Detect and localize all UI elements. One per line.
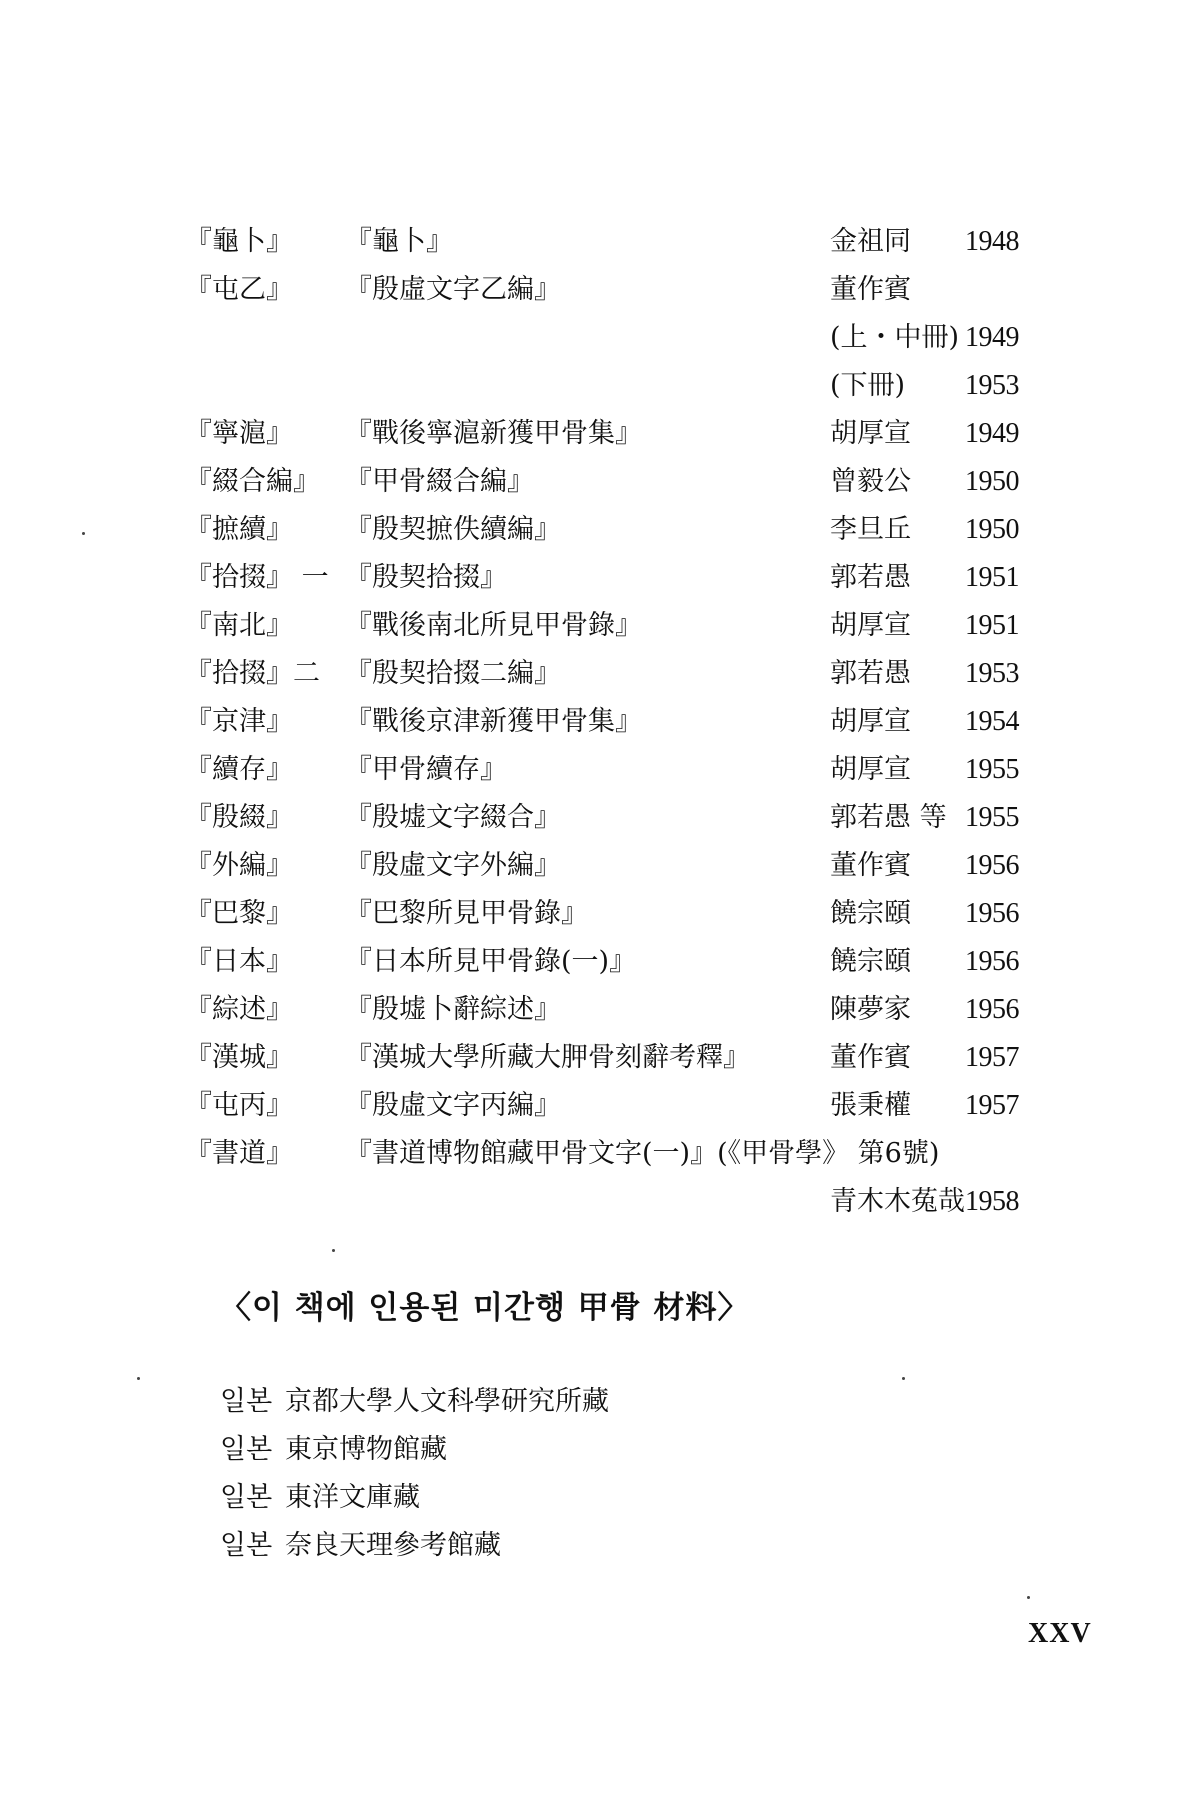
reference-year: 1951 (965, 562, 1019, 593)
reference-row (185, 314, 1045, 362)
reference-year: 1957 (965, 1090, 1019, 1121)
reference-row (185, 410, 1045, 458)
reference-abbreviation: 『續存』 (185, 754, 293, 785)
unpublished-item (220, 1522, 609, 1570)
reference-row (185, 1034, 1045, 1082)
page-number: XXV (1028, 1618, 1092, 1649)
unpublished-item-country: 일본 (220, 1386, 273, 1417)
reference-author: 金祖同 (830, 226, 911, 257)
reference-author: (上・中冊) (830, 322, 960, 353)
reference-abbreviation: 『京津』 (185, 706, 293, 737)
reference-abbreviation: 『日本』 (185, 946, 293, 977)
reference-year: 1954 (965, 706, 1019, 737)
reference-author: 董作賓 (830, 274, 911, 305)
unpublished-materials-list (220, 1378, 609, 1570)
reference-row (185, 1082, 1045, 1130)
reference-title: 『殷契摭佚續編』 (345, 514, 561, 545)
reference-row (185, 698, 1045, 746)
unpublished-item (220, 1378, 609, 1426)
reference-title: 『戰後南北所見甲骨錄』 (345, 610, 642, 641)
reference-abbreviation: 『寧滬』 (185, 418, 293, 449)
reference-author: 郭若愚 等 (830, 802, 947, 833)
reference-row (185, 266, 1045, 314)
reference-abbreviation: 『殷綴』 (185, 802, 293, 833)
reference-title: 『戰後寧滬新獲甲骨集』 (345, 418, 642, 449)
unpublished-item-country: 일본 (220, 1482, 273, 1513)
reference-author: 郭若愚 (830, 562, 911, 593)
reference-abbreviation: 『綜述』 (185, 994, 293, 1025)
reference-row (185, 890, 1045, 938)
reference-year: 1950 (965, 466, 1019, 497)
reference-author: 董作賓 (830, 1042, 911, 1073)
reference-year: 1949 (965, 418, 1019, 449)
reference-abbreviation: 『拾掇』 一 (185, 562, 329, 593)
reference-row (185, 986, 1045, 1034)
reference-author: 胡厚宣 (830, 706, 911, 737)
unpublished-item-name: 東洋文庫藏 (285, 1482, 420, 1513)
reference-author: 饒宗頤 (830, 946, 911, 977)
scan-speck (137, 1377, 140, 1380)
reference-title: 『書道博物館藏甲骨文字(一)』(《甲骨學》 第6號) (345, 1138, 940, 1169)
reference-author: 張秉權 (830, 1090, 911, 1121)
reference-year: 1956 (965, 850, 1019, 881)
reference-row (185, 362, 1045, 410)
scan-speck (82, 532, 85, 535)
reference-abbreviation: 『屯丙』 (185, 1090, 293, 1121)
reference-abbreviation: 『綴合編』 (185, 466, 320, 497)
reference-abbreviation: 『屯乙』 (185, 274, 293, 305)
reference-year: 1956 (965, 898, 1019, 929)
reference-abbreviation: 『摭續』 (185, 514, 293, 545)
reference-abbreviation: 『漢城』 (185, 1042, 293, 1073)
reference-row (185, 1178, 1045, 1226)
scan-speck (1027, 1596, 1030, 1599)
reference-row (185, 218, 1045, 266)
unpublished-item-country: 일본 (220, 1530, 273, 1561)
reference-row (185, 842, 1045, 890)
reference-year: 1955 (965, 802, 1019, 833)
reference-title: 『殷虛文字丙編』 (345, 1090, 561, 1121)
reference-year: 1957 (965, 1042, 1019, 1073)
reference-abbreviation: 『巴黎』 (185, 898, 293, 929)
reference-year: 1956 (965, 946, 1019, 977)
reference-row (185, 602, 1045, 650)
reference-year: 1948 (965, 226, 1019, 257)
reference-row (185, 794, 1045, 842)
reference-author: 胡厚宣 (830, 754, 911, 785)
reference-title: 『殷虛文字乙編』 (345, 274, 561, 305)
unpublished-item-country: 일본 (220, 1434, 273, 1465)
reference-row (185, 1130, 1045, 1178)
reference-abbreviation: 『南北』 (185, 610, 293, 641)
reference-title: 『漢城大學所藏大胛骨刻辭考釋』 (345, 1042, 750, 1073)
reference-author: 李旦丘 (830, 514, 911, 545)
reference-year: 1956 (965, 994, 1019, 1025)
reference-title: 『殷墟卜辭綜述』 (345, 994, 561, 1025)
reference-row (185, 650, 1045, 698)
scan-speck (902, 1377, 905, 1380)
unpublished-item-name: 東京博物館藏 (285, 1434, 447, 1465)
reference-year: 1950 (965, 514, 1019, 545)
reference-year: 1953 (965, 370, 1019, 401)
reference-year: 1955 (965, 754, 1019, 785)
reference-title: 『殷虛文字外編』 (345, 850, 561, 881)
reference-title: 『龜卜』 (345, 226, 453, 257)
reference-row (185, 506, 1045, 554)
reference-title: 『甲骨綴合編』 (345, 466, 534, 497)
reference-abbreviation: 『書道』 (185, 1138, 293, 1169)
section-heading: 〈이 책에 인용된 미간행 甲骨 材料〉 (220, 1290, 750, 1326)
reference-row (185, 938, 1045, 986)
reference-title: 『甲骨續存』 (345, 754, 507, 785)
reference-abbreviation: 『外編』 (185, 850, 293, 881)
reference-author: 郭若愚 (830, 658, 911, 689)
reference-title: 『日本所見甲骨錄(一)』 (345, 946, 637, 977)
reference-author: 胡厚宣 (830, 610, 911, 641)
reference-author: 青木木菟哉 (830, 1186, 965, 1217)
reference-author: 胡厚宣 (830, 418, 911, 449)
reference-table (185, 218, 1045, 1226)
reference-author: 饒宗頤 (830, 898, 911, 929)
reference-author: 董作賓 (830, 850, 911, 881)
reference-title: 『殷墟文字綴合』 (345, 802, 561, 833)
scan-speck (332, 1249, 335, 1252)
reference-author: 曾毅公 (830, 466, 911, 497)
reference-row (185, 458, 1045, 506)
unpublished-item (220, 1474, 609, 1522)
reference-year: 1953 (965, 658, 1019, 689)
reference-year: 1958 (965, 1186, 1019, 1217)
unpublished-item-name: 京都大學人文科學研究所藏 (285, 1386, 609, 1417)
reference-year: 1951 (965, 610, 1019, 641)
reference-title: 『殷契拾掇』 (345, 562, 507, 593)
reference-title: 『殷契拾掇二編』 (345, 658, 561, 689)
unpublished-item (220, 1426, 609, 1474)
reference-author: 陳夢家 (830, 994, 911, 1025)
reference-row (185, 746, 1045, 794)
reference-year: 1949 (965, 322, 1019, 353)
reference-title: 『巴黎所見甲骨錄』 (345, 898, 588, 929)
reference-row (185, 554, 1045, 602)
reference-abbreviation: 『龜卜』 (185, 226, 293, 257)
reference-author: (下冊) (830, 370, 906, 401)
reference-title: 『戰後京津新獲甲骨集』 (345, 706, 642, 737)
reference-abbreviation: 『拾掇』二 (185, 658, 320, 689)
unpublished-item-name: 奈良天理參考館藏 (285, 1530, 501, 1561)
